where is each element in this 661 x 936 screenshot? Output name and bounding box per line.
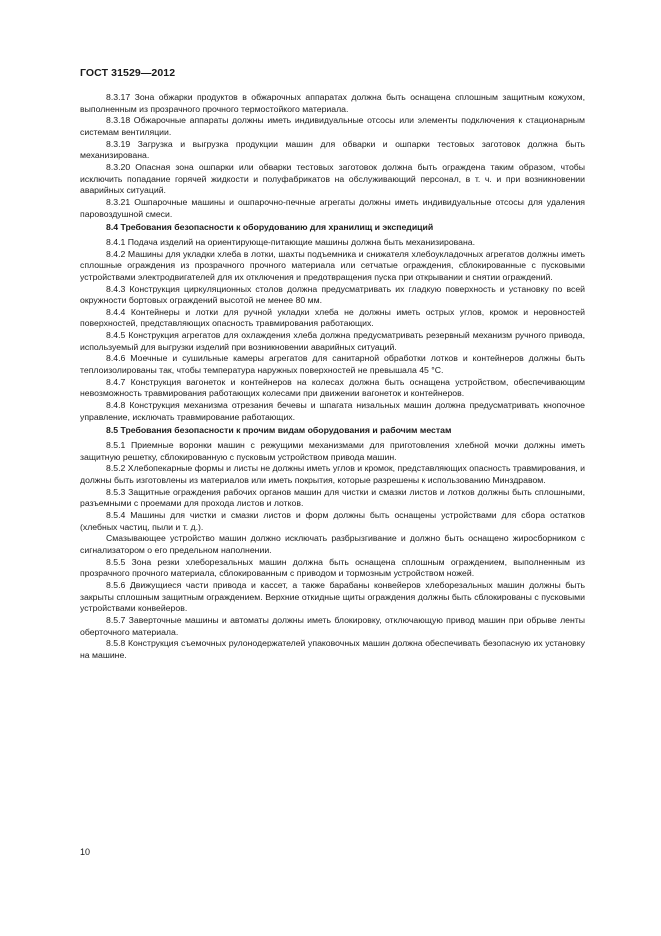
paragraph-8-4-6: 8.4.6 Моечные и сушильные камеры агрегатов для санитарной обработки лотков и контейнеров должны быть теплоизолированы так, чтобы температура наружных поверхностей не превышала 45 °C. bbox=[80, 353, 585, 376]
paragraph-8-3-21: 8.3.21 Ошпарочные машины и ошпарочно-печные агрегаты должны иметь индивидуальные отсосы для удаления паровоздушной смеси. bbox=[80, 196, 585, 219]
paragraph-8-3-19: 8.3.19 Загрузка и выгрузка продукции машин для обварки и ошпарки тестовых заготовок должна быть механизирована. bbox=[80, 138, 585, 161]
paragraph-8-5-4: 8.5.4 Машины для чистки и смазки листов и форм должны быть оснащены устройствами для сбора остатков (хлебных частиц, пыли и т. д.). bbox=[80, 509, 585, 532]
section-heading-8-5: 8.5 Требования безопасности к прочим видам оборудования и рабочим местам bbox=[106, 425, 452, 436]
paragraph-8-4-2: 8.4.2 Машины для укладки хлеба в лотки, шахты подъемника и снижателя хлебоукладочных агрегатов должны иметь сплошные ограждения из прозрачного прочного материала или сетчатые ограждения, сблокированные с пусковыми устройствами электродвигателей для их отключения и предотвращения пуска при открывании и снятии ограждений. bbox=[80, 248, 585, 282]
paragraph-8-5-7: 8.5.7 Заверточные машины и автоматы должны иметь блокировку, отключающую привод машин при обрыве ленты оберточного материала. bbox=[80, 614, 585, 637]
page-number: 10 bbox=[80, 847, 91, 857]
paragraph-8-5-2: 8.5.2 Хлебопекарные формы и листы не должны иметь углов и кромок, представляющих опасность травмирования, и должны быть изготовлены из материалов или иметь покрытия, которые разрешены к использованию Минздравом. bbox=[80, 463, 585, 485]
paragraph-8-5-1: 8.5.1 Приемные воронки машин с режущими механизмами для приготовления хлебной мочки должны иметь защитную решетку, сблокированную с пусковым устройством привода машин. bbox=[80, 440, 585, 462]
standard-code-header: ГОСТ 31529—2012 bbox=[80, 67, 176, 79]
paragraph-8-4-8: 8.4.8 Конструкция механизма отрезания бечевы и шпагата низальных машин должна предусматривать кнопочное управление, исключать травмирование работающих. bbox=[80, 400, 585, 422]
paragraph-8-3-18: 8.3.18 Обжарочные аппараты должны иметь индивидуальные отсосы или элементы подключения к стационарным системам вентиляции. bbox=[80, 115, 585, 137]
paragraph-8-4-3: 8.4.3 Конструкция циркуляционных столов должна предусматривать их гладкую поверхность и установку по всей окружности бортовых ограждений высотой не менее 80 мм. bbox=[80, 283, 585, 306]
paragraph-8-3-20: 8.3.20 Опасная зона ошпарки или обварки тестовых заготовок должна быть ограждена таким образом, чтобы исключить попадание горячей жидкости и полуфабрикатов на обслуживающий персонал, в т. ч. и при возникновении аварийных ситуаций. bbox=[80, 161, 585, 196]
paragraph-8-5-8: 8.5.8 Конструкция съемочных рулонодержателей упаковочных машин должна обеспечивать безопасную их установку на машине. bbox=[80, 638, 585, 660]
paragraph-8-5-6: 8.5.6 Движущиеся части привода и кассет, а также барабаны конвейеров хлеборезальных машин должны быть закрыты сплошным защитным ограждением. Верхние откидные щиты ограждения должны быть сблокированы с пусковыми устройствами конвейеров. bbox=[80, 579, 585, 614]
paragraph-8-5-5: 8.5.5 Зона резки хлеборезальных машин должна быть оснащена сплошным ограждением, выполненным из прозрачного прочного материала, сблокированным с приводом и тормозным устройством ножей. bbox=[80, 556, 585, 579]
paragraph-8-3-17: 8.3.17 Зона обжарки продуктов в обжарочных аппаратах должна быть оснащена сплошным защитным кожухом, выполненным из прозрачного прочного термостойкого материала. bbox=[80, 92, 585, 114]
section-heading-8-4: 8.4 Требования безопасности к оборудованию для хранилищ и экспедиций bbox=[106, 222, 434, 233]
paragraph-8-5-3: 8.5.3 Защитные ограждения рабочих органов машин для чистки и смазки листов и лотков должны быть сплошными, разъемными с проемами для прохода листов и лотков. bbox=[80, 486, 585, 509]
paragraph-8-4-7: 8.4.7 Конструкция вагонеток и контейнеров на колесах должна быть оснащена устройством, обеспечивающим невозможность травмирования работающих колесами при движении вагонеток и контейнеров. bbox=[80, 376, 585, 399]
paragraph-8-5-4-continued: Смазывающее устройство машин должно исключать разбрызгивание и должно быть оснащено жиросборником с сигнализатором о его предельном наполнении. bbox=[80, 533, 585, 555]
paragraph-8-4-1: 8.4.1 Подача изделий на ориентирующе-питающие машины должна быть механизирована. bbox=[106, 236, 476, 247]
document-body bbox=[80, 92, 585, 662]
paragraph-8-4-5: 8.4.5 Конструкция агрегатов для охлаждения хлеба должна предусматривать резервный механизм ручного привода, используемый для выгрузки изделий при возникновении аварийных ситуаций. bbox=[80, 330, 585, 352]
paragraph-8-4-4: 8.4.4 Контейнеры и лотки для ручной укладки хлеба не должны иметь острых углов, кромок и неровностей поверхностей, представляющих опасность травмирования работающих. bbox=[80, 306, 585, 329]
